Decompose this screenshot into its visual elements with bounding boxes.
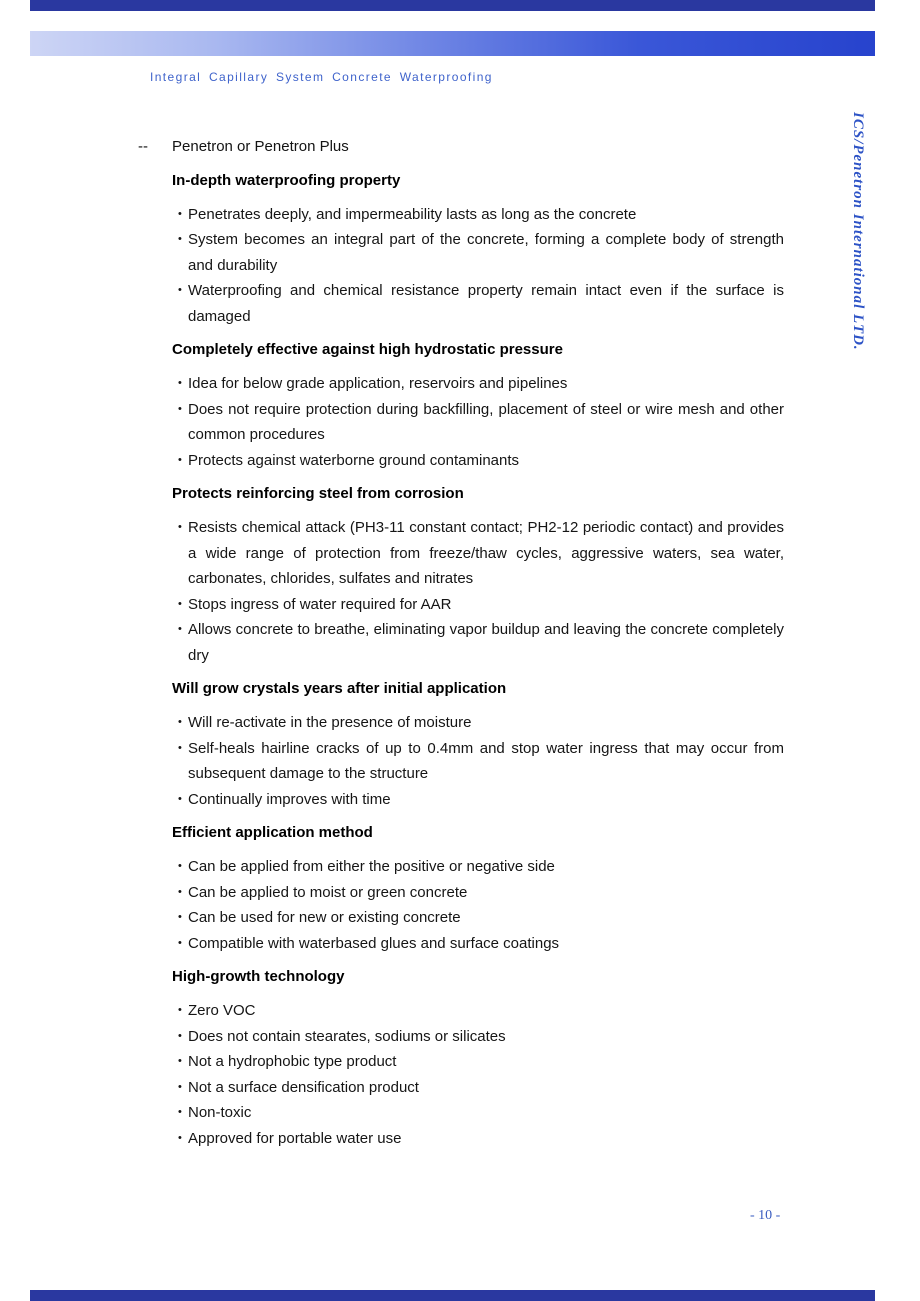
content-section (172, 168, 784, 330)
bullet-item: • Will re-activate in the presence of moisture (179, 710, 784, 736)
bullet-list (172, 998, 784, 1151)
intro-line (138, 134, 784, 160)
bullet-item: • Not a hydrophobic type product (179, 1049, 784, 1075)
bullet-item: • Waterproofing and chemical resistance property remain intact even if the surface is damaged (179, 278, 784, 329)
section-heading: Completely effective against high hydrostatic pressure (172, 341, 563, 358)
content-section (172, 481, 784, 668)
page-number: - 10 - (750, 1208, 781, 1223)
bullet-item: • Compatible with waterbased glues and surface coatings (179, 931, 784, 957)
bullet-item: • Can be applied from either the positive or negative side (179, 854, 784, 880)
bullet-list (172, 710, 784, 812)
sidebar-vertical-text: ICS/Penetron International LTD. (850, 112, 866, 351)
bullet-list (172, 854, 784, 956)
bullet-item: • Can be applied to moist or green concrete (179, 880, 784, 906)
content-section (172, 337, 784, 473)
header-gradient-bar (30, 31, 875, 56)
section-heading: In-depth waterproofing property (172, 171, 401, 189)
sections-container (172, 168, 784, 1152)
bullet-list (172, 202, 784, 330)
content-section (172, 964, 784, 1151)
bullet-item: • Continually improves with time (179, 787, 784, 813)
bullet-item: • Zero VOC (179, 998, 784, 1024)
bullet-item: • Does not require protection during backfilling, placement of steel or wire mesh and other common procedures (179, 397, 784, 448)
section-heading: Efficient application method (172, 824, 373, 841)
bullet-list (172, 371, 784, 473)
bullet-item: • Stops ingress of water required for AAR (179, 592, 784, 618)
bullet-item: • Penetrates deeply, and impermeability lasts as long as the concrete (179, 202, 784, 228)
content-section (172, 676, 784, 812)
bottom-decoration-bar (30, 1290, 875, 1301)
content-section (172, 820, 784, 956)
intro-dash-marker: -- (138, 138, 148, 155)
bullet-item: • Does not contain stearates, sodiums or silicates (179, 1024, 784, 1050)
top-decoration-bar (30, 0, 875, 11)
bullet-item: • Can be used for new or existing concrete (179, 905, 784, 931)
bullet-item: • Self-heals hairline cracks of up to 0.4mm and stop water ingress that may occur from subsequent damage to the structure (179, 736, 784, 787)
page-header-title: Integral Capillary System Concrete Waterproofing (150, 70, 493, 84)
bullet-list (172, 515, 784, 668)
bullet-item: • Protects against waterborne ground contaminants (179, 448, 784, 474)
section-heading: High-growth technology (172, 968, 345, 985)
section-heading: Protects reinforcing steel from corrosion (172, 485, 464, 502)
bullet-item: • Non-toxic (179, 1100, 784, 1126)
intro-title: Penetron or Penetron Plus (172, 138, 349, 155)
main-content (138, 134, 784, 1151)
bullet-item: • Idea for below grade application, reservoirs and pipelines (179, 371, 784, 397)
bullet-item: • Allows concrete to breathe, eliminating vapor buildup and leaving the concrete completely dry (179, 617, 784, 668)
bullet-item: • System becomes an integral part of the concrete, forming a complete body of strength and durability (179, 227, 784, 278)
bullet-item: • Approved for portable water use (179, 1126, 784, 1152)
bullet-item: • Not a surface densification product (179, 1075, 784, 1101)
bullet-item: • Resists chemical attack (PH3-11 constant contact; PH2-12 periodic contact) and provides a wide range of protection from freeze/thaw cycles, aggressive waters, sea water, carbonates, chlorides, sulfates and nitrates (179, 515, 784, 592)
section-heading: Will grow crystals years after initial application (172, 680, 507, 697)
